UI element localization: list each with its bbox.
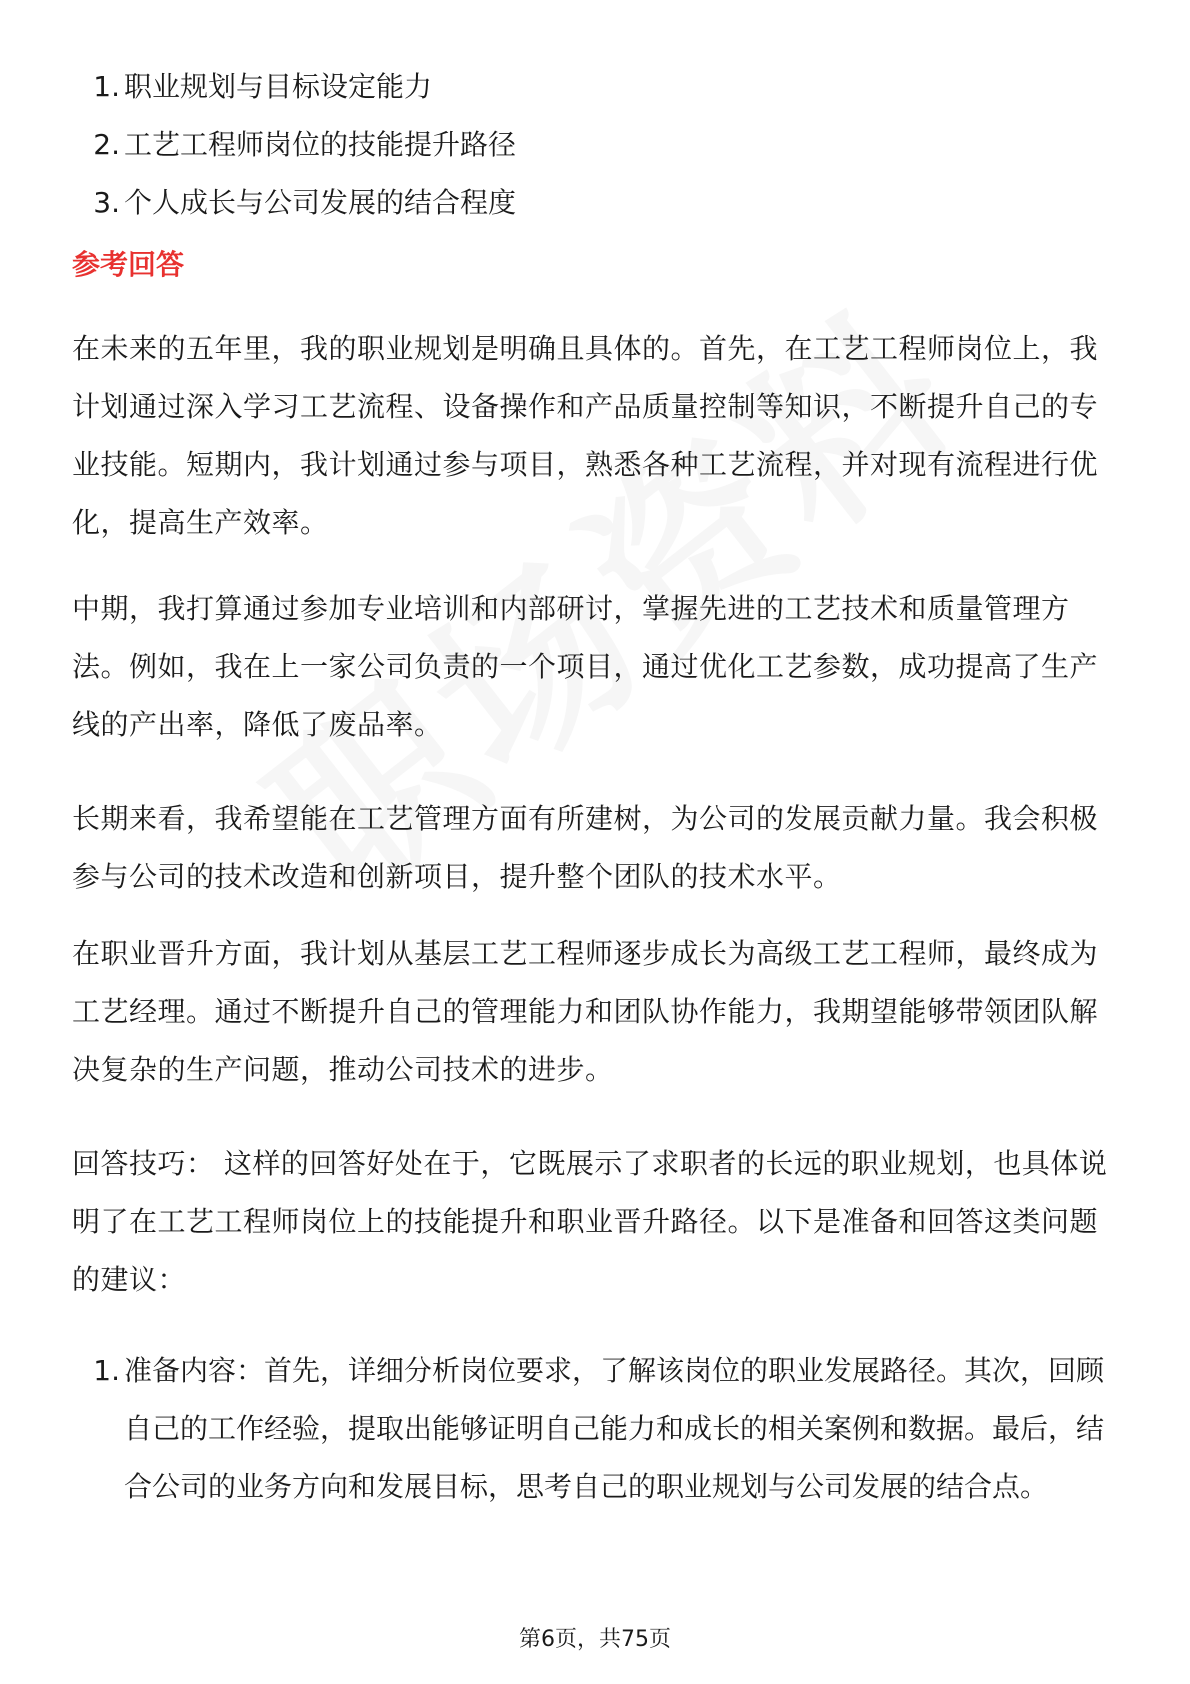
page-footer: 第6页，共75页 bbox=[519, 1627, 671, 1652]
list-item-number: 3. bbox=[93, 186, 120, 219]
tips-paragraph: 回答技巧： 这样的回答好处在于，它既展示了求职者的长远的职业规划，也具体说明了在工艺工程师岗位上的技能提升和职业晋升路径。以下是准备和回答这类问题的建议： bbox=[72, 1147, 1108, 1296]
list-item-number: 1. bbox=[93, 1354, 120, 1387]
section-title: 参考回答 bbox=[72, 248, 185, 281]
list-item-number: 1. bbox=[93, 70, 120, 103]
answer-paragraph: 中期，我打算通过参加专业培训和内部研讨，掌握先进的工艺技术和质量管理方法。例如，我在上一家公司负责的一个项目，通过优化工艺参数，成功提高了生产线的产出率，降低了废品率。 bbox=[72, 592, 1099, 741]
list-item-text: 职业规划与目标设定能力 bbox=[124, 70, 433, 103]
list-item-text: 工艺工程师岗位的技能提升路径 bbox=[124, 128, 517, 161]
answer-paragraph: 在未来的五年里，我的职业规划是明确且具体的。首先，在工艺工程师岗位上，我计划通过深入学习工艺流程、设备操作和产品质量控制等知识，不断提升自己的专业技能。短期内，我计划通过参与项目，熟悉各种工艺流程，并对现有流程进行优化，提高生产效率。 bbox=[72, 332, 1099, 539]
list-item-text: 个人成长与公司发展的结合程度 bbox=[124, 186, 517, 219]
list-item-number: 2. bbox=[93, 128, 120, 161]
answer-paragraph: 在职业晋升方面，我计划从基层工艺工程师逐步成长为高级工艺工程师，最终成为工艺经理。通过不断提升自己的管理能力和团队协作能力，我期望能够带领团队解决复杂的生产问题，推动公司技术的进步。 bbox=[72, 937, 1099, 1086]
list-item-text: 准备内容：首先，详细分析岗位要求，了解该岗位的职业发展路径。其次，回顾自己的工作经验，提取出能够证明自己能力和成长的相关案例和数据。最后，结合公司的业务方向和发展目标，思考自己的职业规划与公司发展的结合点。 bbox=[124, 1354, 1105, 1503]
answer-paragraph: 长期来看，我希望能在工艺管理方面有所建树，为公司的发展贡献力量。我会积极参与公司的技术改造和创新项目，提升整个团队的技术水平。 bbox=[72, 802, 1099, 893]
